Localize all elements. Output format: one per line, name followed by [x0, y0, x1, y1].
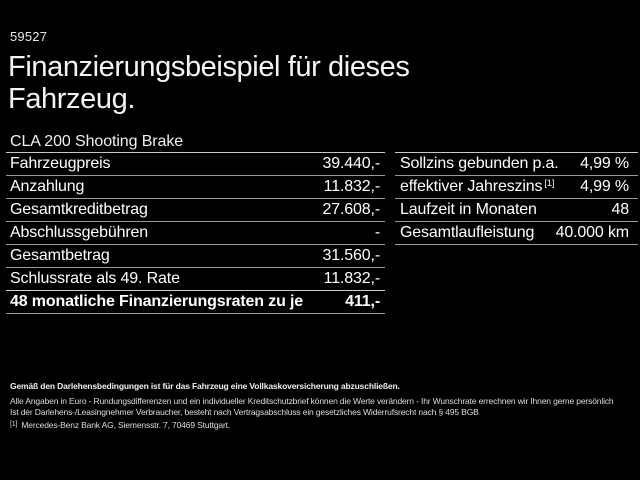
- vehicle-model: CLA 200 Shooting Brake: [10, 133, 184, 150]
- page-title-line1: Finanzierungsbeispiel für dieses: [8, 51, 410, 83]
- financing-table: [6, 152, 385, 314]
- table-row: [6, 290, 385, 313]
- table-row: [395, 221, 638, 244]
- table-row: [6, 175, 385, 198]
- row-label: effektiver Jahreszins: [400, 178, 543, 195]
- footnote-ref: [1]: [544, 178, 555, 188]
- page-title-line2: Fahrzeug.: [8, 83, 135, 115]
- row-label: Gesamtbetrag: [10, 247, 110, 264]
- row-value: 411,-: [345, 293, 380, 310]
- footnote-text: Mercedes-Benz Bank AG, Siemensstr. 7, 70469 Stuttgart.: [21, 420, 231, 430]
- listing-code: 59527: [10, 29, 48, 44]
- table-row: [6, 198, 385, 221]
- table-row: [6, 221, 385, 244]
- table-row: [6, 244, 385, 267]
- row-value: 39.440,-: [322, 155, 380, 172]
- conditions-table: [395, 152, 638, 245]
- row-label: Sollzins gebunden p.a.: [400, 155, 559, 172]
- row-label: Fahrzeugpreis: [10, 155, 111, 172]
- row-value: -: [374, 224, 380, 241]
- row-label: Gesamtlaufleistung: [400, 224, 535, 241]
- table-row: [395, 198, 638, 221]
- row-value: 11.832,-: [323, 178, 380, 195]
- table-row: [395, 152, 638, 175]
- row-label: 48 monatliche Finanzierungsraten zu je: [10, 293, 304, 310]
- row-value: 48: [611, 201, 629, 218]
- row-value: 11.832,-: [323, 270, 380, 287]
- footer-disclaimer-line2: Ist der Darlehens-/Leasingnehmer Verbraucher, besteht nach Vertragsabschluss ein gesetzliches Widerrufsrecht nach § 495 BGB: [10, 407, 479, 417]
- row-value: 4,99 %: [580, 155, 629, 172]
- row-value: 4,99 %: [580, 178, 629, 195]
- row-label: Laufzeit in Monaten: [400, 201, 537, 218]
- row-value: 40.000 km: [555, 224, 629, 241]
- table-row: [6, 152, 385, 175]
- page-title: [8, 51, 409, 115]
- row-label: Anzahlung: [10, 178, 85, 195]
- table-row: [395, 175, 638, 198]
- row-value: 27.608,-: [322, 201, 380, 218]
- footer-insurance-note: Gemäß den Darlehensbedingungen ist für das Fahrzeug eine Vollkaskoversicherung abzuschließen.: [10, 381, 400, 391]
- footnote-marker: [1]: [10, 421, 18, 428]
- table-row: [6, 267, 385, 290]
- row-label: Gesamtkreditbetrag: [10, 201, 148, 218]
- row-value: 31.560,-: [322, 247, 380, 264]
- row-label: Schlussrate als 49. Rate: [10, 270, 180, 287]
- footer-footnote: [10, 420, 632, 430]
- row-label: Abschlussgebühren: [10, 224, 148, 241]
- footer-disclaimer-line1: Alle Angaben in Euro - Rundungsdifferenzen und ein individueller Kreditschutzbrief können die Werte verändern - Ihr Wunschrate errechnen wir Ihnen gerne persönlich: [10, 396, 614, 406]
